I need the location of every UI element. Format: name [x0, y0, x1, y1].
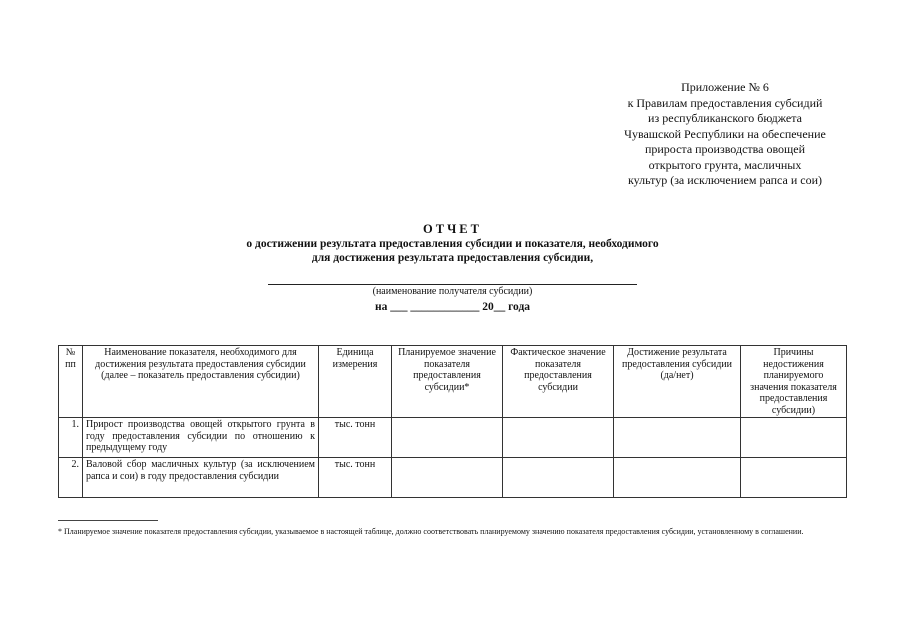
header-indicator-name: Наименование показателя, необходимого для достижения результата предоставления субсидии (далее – показатель предоставления субсидии): [83, 346, 319, 418]
header-planned-value: Планируемое значение показателя предоставления субсидии*: [392, 346, 503, 418]
row-reasons-cell[interactable]: [741, 418, 847, 458]
appendix-line: культур (за исключением рапса и сои): [627, 173, 823, 187]
appendix-header: [590, 80, 860, 189]
row-unit: тыс. тонн: [319, 458, 392, 498]
row-reasons-cell[interactable]: [741, 458, 847, 498]
header-actual-value: Фактическое значение показателя предоставления субсидии: [503, 346, 614, 418]
row-planned-value-cell[interactable]: [392, 418, 503, 458]
report-table: [58, 345, 847, 498]
header-reasons: Причины недостижения планируемого значения показателя предоставления субсидии): [741, 346, 847, 418]
row-actual-value-cell[interactable]: [503, 458, 614, 498]
appendix-line: Приложение № 6: [681, 80, 769, 94]
row-result-achieved-cell[interactable]: [614, 418, 741, 458]
row-indicator-name: Прирост производства овощей открытого грунта в году предоставления субсидии по отношению к предыдущему году: [83, 418, 319, 458]
footnote-divider: [58, 520, 158, 521]
table-row: [59, 418, 847, 458]
appendix-line: к Правилам предоставления субсидий: [627, 95, 823, 110]
row-indicator-name: Валовой сбор масличных культур (за исключением рапса и сои) в году предоставления субсидии: [83, 458, 319, 498]
appendix-line: прироста производства овощей: [644, 142, 806, 156]
document-subtitle-line-2: для достижения результата предоставления субсидии,: [311, 252, 594, 264]
document-subtitle-line-1: о достижении результата предоставления субсидии и показателя, необходимого: [246, 238, 659, 250]
header-number: № пп: [59, 346, 83, 418]
table-header-row: [59, 346, 847, 418]
row-unit: тыс. тонн: [319, 418, 392, 458]
appendix-line: открытого грунта, масличных: [648, 157, 802, 172]
row-result-achieved-cell[interactable]: [614, 458, 741, 498]
title-block: [120, 222, 785, 265]
appendix-line: из республиканского бюджета: [648, 111, 802, 125]
row-actual-value-cell[interactable]: [503, 418, 614, 458]
row-planned-value-cell[interactable]: [392, 458, 503, 498]
document-title: ОТЧЕТ: [423, 222, 482, 236]
header-result-achieved: Достижение результата предоставления субсидии (да/нет): [614, 346, 741, 418]
row-number: 2.: [59, 458, 83, 498]
footnote: * Планируемое значение показателя предоставления субсидии, указываемое в настоящей таблице, должно соответствовать планируемому значению показателя предоставления субсидии, установленному в соглашении.: [58, 527, 804, 536]
appendix-line: Чувашской Республики на обеспечение: [624, 126, 826, 141]
row-number: 1.: [59, 418, 83, 458]
header-unit: Единица измерения: [319, 346, 392, 418]
recipient-caption: (наименование получателя субсидии): [372, 286, 533, 297]
table-row: [59, 458, 847, 498]
report-date-line: на ___ ____________ 20__ года: [374, 301, 531, 313]
recipient-name-blank[interactable]: [268, 284, 637, 285]
